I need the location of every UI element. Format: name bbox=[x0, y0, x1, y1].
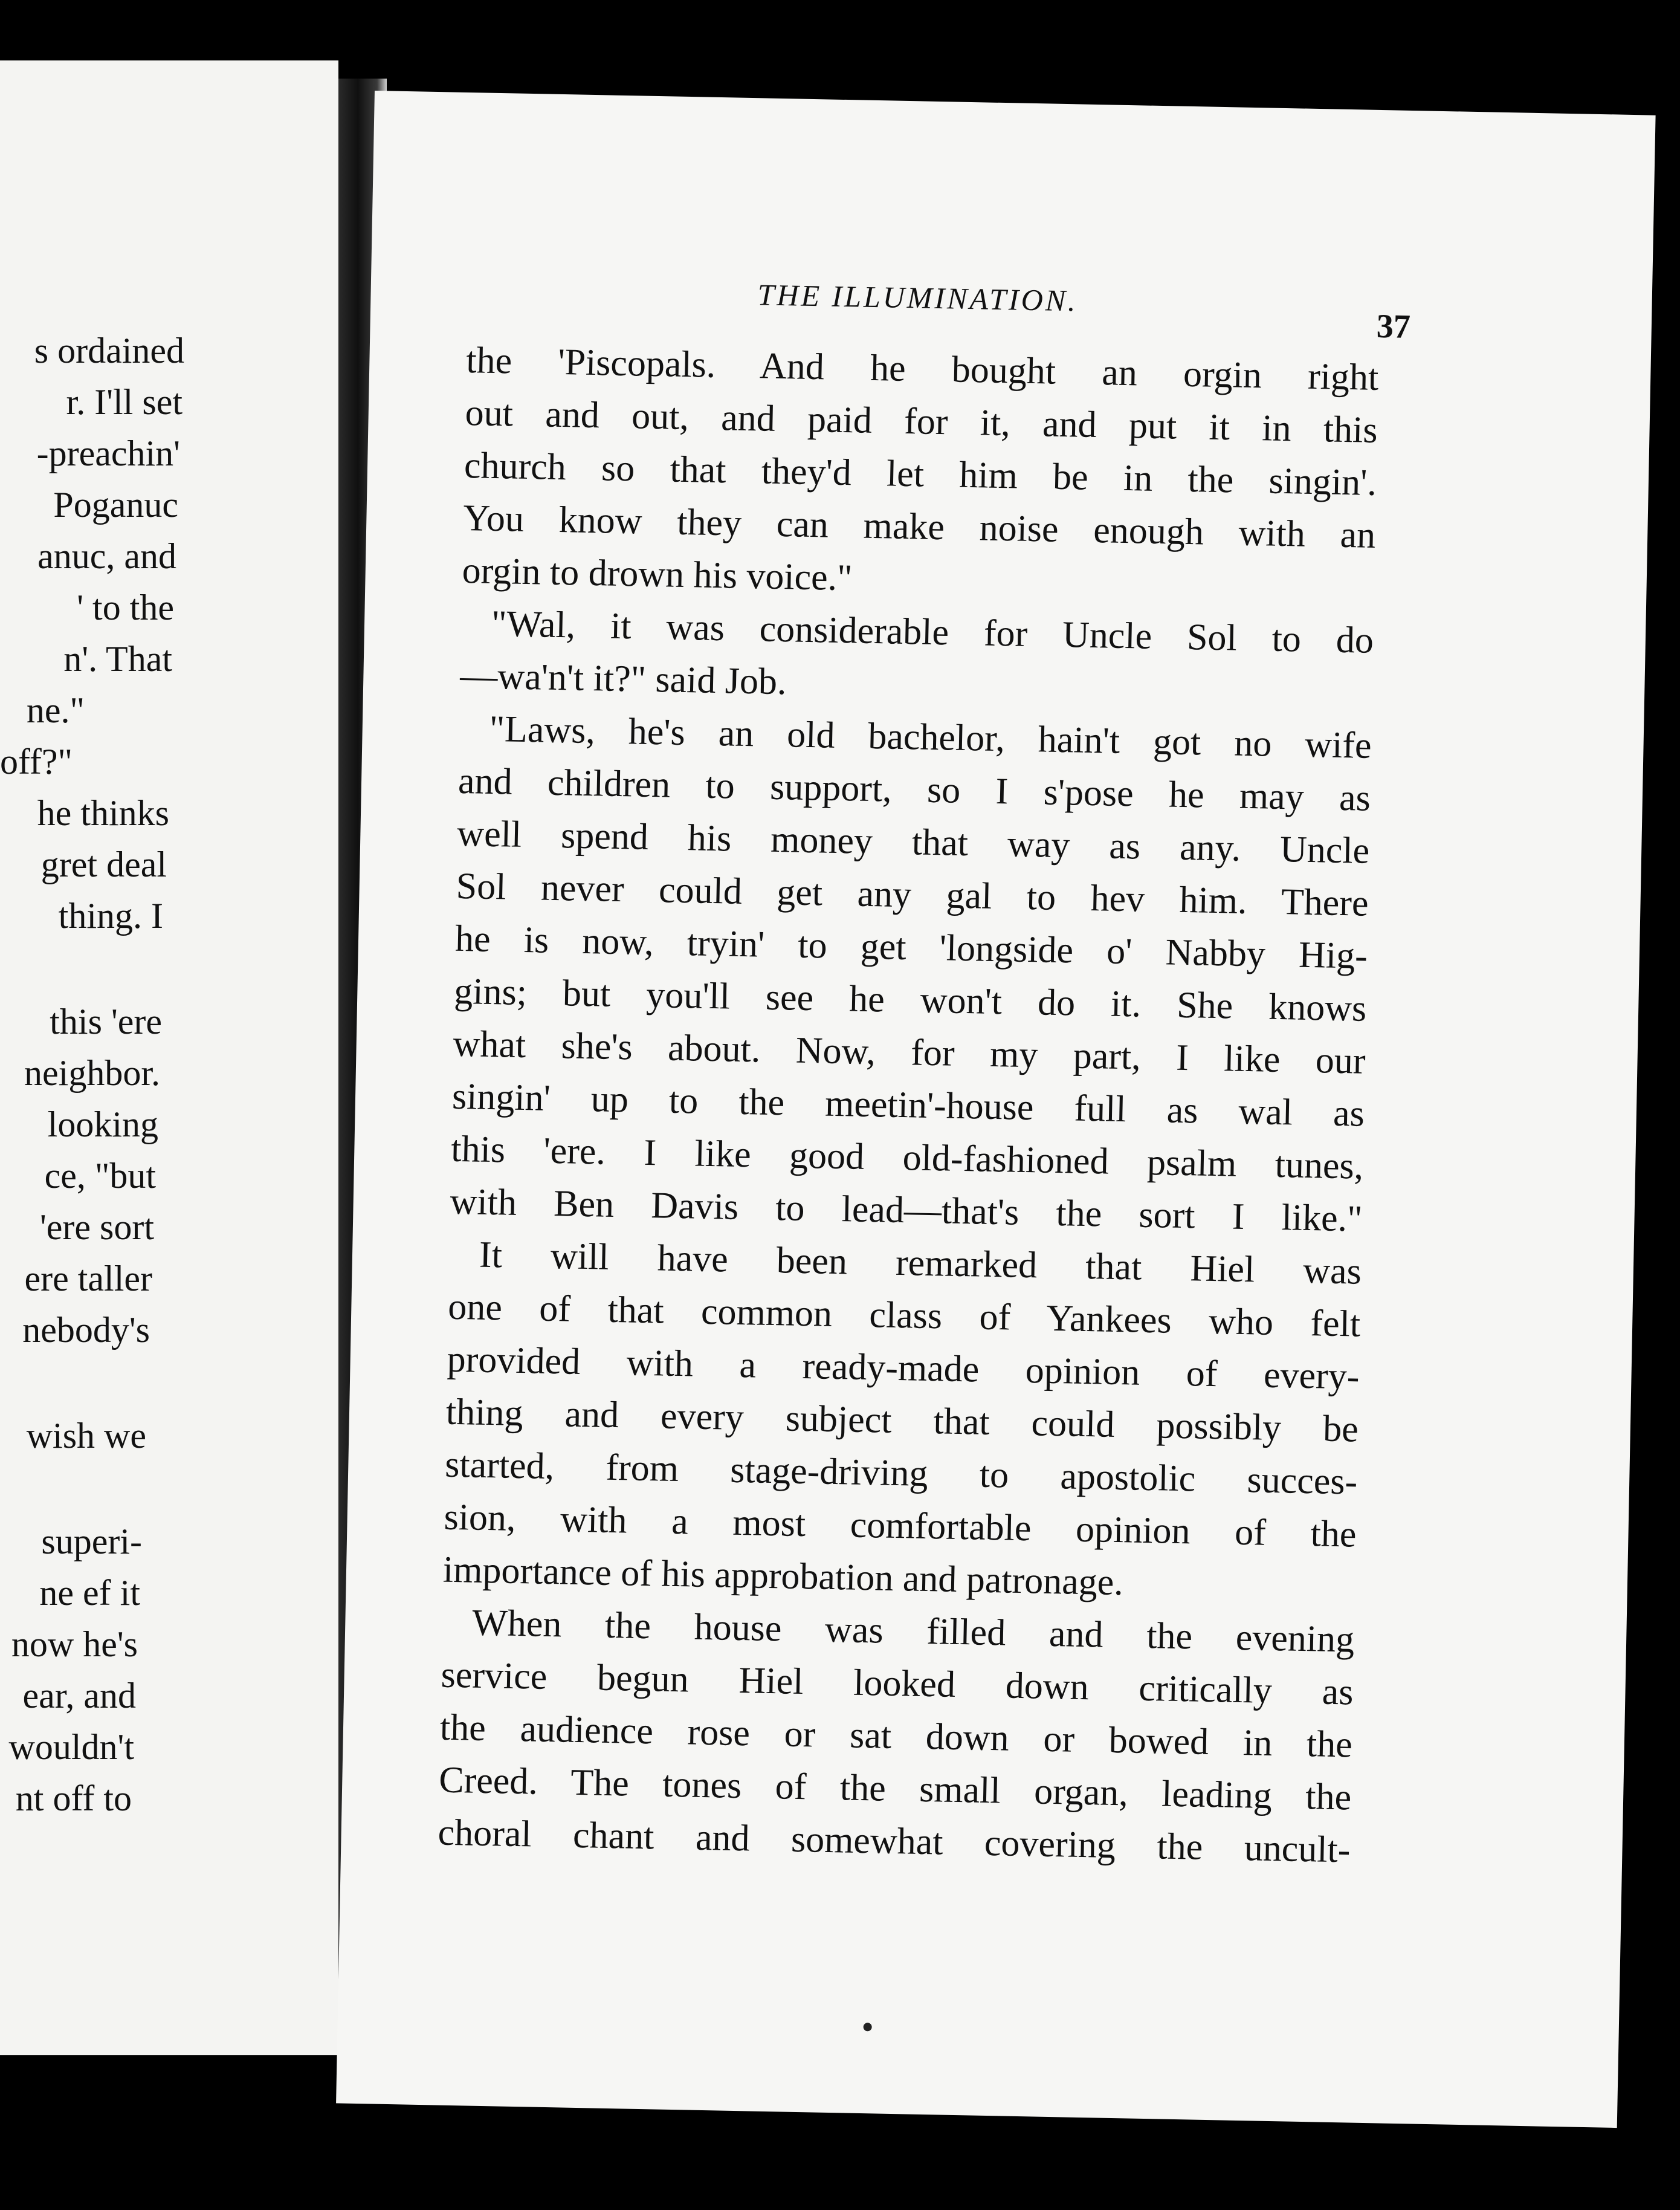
text-line: gins; but you'll see he won't do it. She knows bbox=[453, 970, 1367, 1029]
left-line: superi- bbox=[41, 1521, 142, 1561]
left-line: ' to the bbox=[77, 588, 174, 627]
left-line: nt off to bbox=[15, 1778, 132, 1818]
left-page bbox=[0, 60, 338, 2055]
text-line: with Ben Davis to lead—that's the sort I like." bbox=[450, 1181, 1363, 1240]
left-line: this 'ere bbox=[50, 1002, 162, 1042]
text-line: You know they can make noise enough with an bbox=[462, 497, 1376, 556]
text-line: thing and every subject that could possibly be bbox=[445, 1391, 1359, 1450]
left-line: n'. That bbox=[63, 639, 172, 679]
text-line: church so that they'd let him be in the singin'. bbox=[464, 444, 1377, 504]
text-line: sion, with a most comfortable opinion of the bbox=[444, 1496, 1357, 1555]
left-line: nebody's bbox=[22, 1310, 150, 1350]
text-line: out and out, and paid for it, and put it in this bbox=[465, 392, 1378, 451]
left-line: anuc, and bbox=[37, 536, 176, 576]
text-line: It will have been remarked that Hiel was bbox=[479, 1234, 1362, 1292]
left-line: now he's bbox=[11, 1624, 138, 1664]
left-line: wish we bbox=[26, 1416, 146, 1456]
text-line: singin' up to the meetin'-house full as wal as bbox=[451, 1075, 1365, 1135]
text-line: well spend his money that way as any. Uncle bbox=[456, 812, 1370, 872]
text-line: "Laws, he's an old bachelor, hain't got no wife bbox=[489, 708, 1372, 766]
running-head: THE ILLUMINATION. bbox=[757, 277, 1079, 318]
text-line: what she's about. Now, for my part, I like our bbox=[453, 1023, 1366, 1082]
text-line: one of that common class of Yankees who felt bbox=[447, 1286, 1361, 1345]
text-line: choral chant and somewhat covering the uncult- bbox=[438, 1812, 1351, 1871]
text-line: the audience rose or sat down or bowed in the bbox=[439, 1706, 1353, 1766]
right-page bbox=[336, 91, 1656, 2128]
left-line: ere taller bbox=[24, 1259, 152, 1298]
text-line: orgin to drown his voice." bbox=[462, 549, 853, 599]
page-number: 37 bbox=[1376, 307, 1411, 346]
left-line: he thinks bbox=[37, 793, 169, 833]
text-line: started, from stage-driving to apostolic succes- bbox=[444, 1444, 1358, 1503]
body-text bbox=[438, 334, 1379, 1877]
text-line: the 'Piscopals. And he bought an orgin right bbox=[465, 339, 1379, 398]
left-line: off?" bbox=[0, 742, 73, 782]
left-line: ce, "but bbox=[44, 1156, 156, 1196]
text-line: Creed. The tones of the small organ, leading the bbox=[438, 1759, 1352, 1818]
text-line: service begun Hiel looked down critically as bbox=[441, 1654, 1354, 1713]
left-line: gret deal bbox=[40, 844, 167, 884]
text-line: Sol never could get any gal to hev him. There bbox=[456, 865, 1369, 924]
left-line: ne." bbox=[26, 690, 85, 730]
text-line: "Wal, it was considerable for Uncle Sol to do bbox=[491, 603, 1374, 661]
left-line: ear, and bbox=[22, 1676, 136, 1716]
left-line: -preachin' bbox=[36, 433, 180, 473]
text-line: When the house was filled and the evening bbox=[471, 1602, 1355, 1661]
left-line: 'ere sort bbox=[39, 1207, 154, 1247]
left-line: looking bbox=[47, 1104, 158, 1144]
text-line: —wa'n't it?" said Job. bbox=[459, 655, 787, 703]
left-line: neighbor. bbox=[24, 1053, 160, 1093]
text-line: he is now, tryin' to get 'longside o' Nabby Hig- bbox=[454, 918, 1368, 977]
text-line: provided with a ready-made opinion of every- bbox=[447, 1338, 1360, 1398]
left-line: ne ef it bbox=[39, 1573, 140, 1613]
left-line: wouldn't bbox=[8, 1727, 134, 1767]
ink-dot-mark bbox=[864, 2023, 872, 2031]
left-line: s ordained bbox=[34, 331, 184, 371]
left-line: r. I'll set bbox=[66, 382, 183, 422]
left-line: thing. I bbox=[58, 896, 163, 936]
text-line: and children to support, so I s'pose he may as bbox=[457, 760, 1371, 819]
text-line: this 'ere. I like good old-fashioned psalm tunes, bbox=[450, 1128, 1364, 1187]
left-line: Poganuc bbox=[53, 485, 178, 525]
text-line: importance of his approbation and patronage. bbox=[442, 1549, 1124, 1604]
